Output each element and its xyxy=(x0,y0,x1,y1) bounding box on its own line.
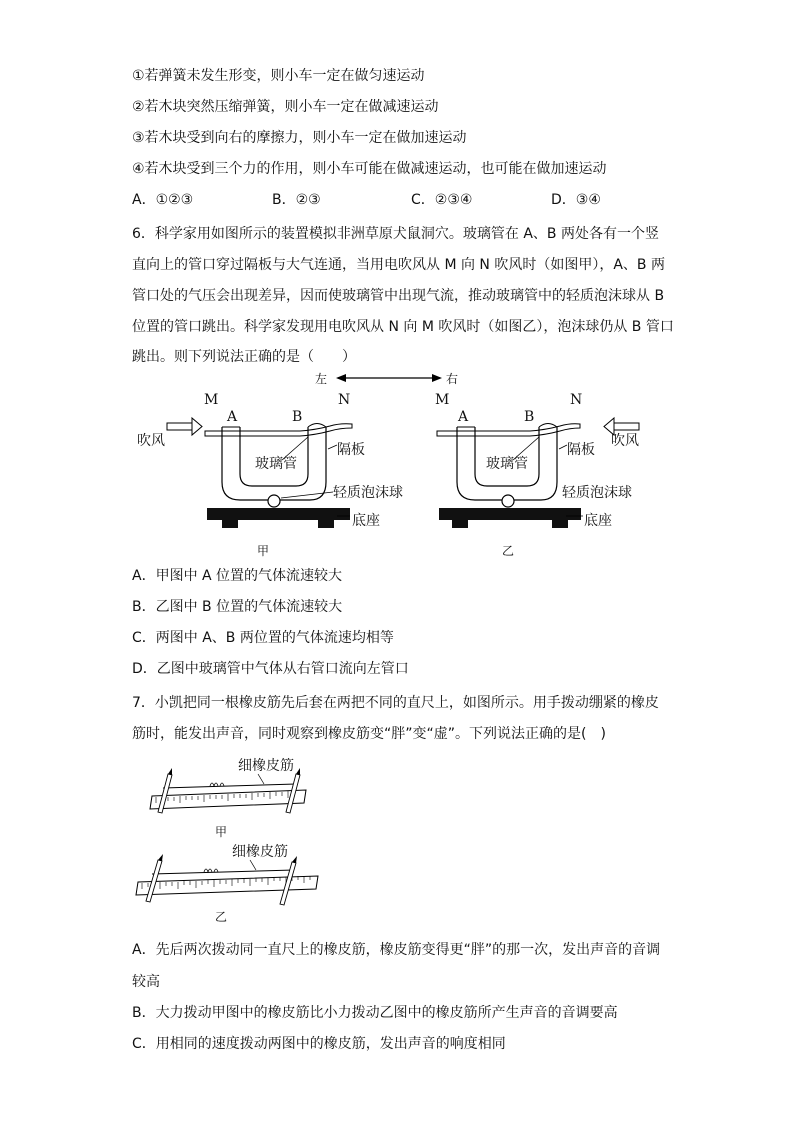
q7-option-a-line-2: 较高 xyxy=(132,974,160,990)
q6-option-a: A．甲图中 A 位置的气体流速较大 xyxy=(132,568,343,584)
label-band-yi: 细橡皮筋 xyxy=(232,844,288,860)
q5-statement-1: ①若弹簧未发生形变，则小车一定在做匀速运动 xyxy=(132,68,425,84)
label-blow-jia: 吹风 xyxy=(137,433,165,449)
q7-option-c: C．用相同的速度拨动两图中的橡皮筋，发出声音的响度相同 xyxy=(132,1036,506,1052)
label-a-yi: A xyxy=(458,409,469,425)
q5-option-c: C．②③④ xyxy=(411,192,473,208)
caption-jia: 甲 xyxy=(257,544,270,558)
pluck-mark-icon xyxy=(210,783,224,786)
label-tube-jia: 玻璃管 xyxy=(255,456,297,472)
label-tube-yi: 玻璃管 xyxy=(486,456,528,472)
label-left: 左 xyxy=(315,372,328,386)
label-n-yi: N xyxy=(570,392,583,408)
label-partition-yi: 隔板 xyxy=(567,442,595,458)
ruler-yi xyxy=(136,854,318,905)
pluck-mark-icon xyxy=(204,869,218,872)
q6-stem-line-5: 跳出。则下列说法正确的是（ ） xyxy=(132,349,356,365)
label-a-jia: A xyxy=(227,409,238,425)
q5-option-a: A．①②③ xyxy=(132,192,194,208)
label-base-jia: 底座 xyxy=(352,513,380,529)
rubber-band xyxy=(163,784,296,788)
label-m-yi: M xyxy=(435,392,450,408)
label-b-jia: B xyxy=(292,409,303,425)
caption-ruler-yi: 乙 xyxy=(215,910,228,924)
label-b-yi: B xyxy=(524,409,535,425)
q7-stem-line-1: 7．小凯把同一根橡皮筋先后套在两把不同的直尺上，如图所示。用手拨动绷紧的橡皮 xyxy=(132,695,659,711)
q5-statement-4: ④若木块受到三个力的作用，则小车可能在做减速运动，也可能在做加速运动 xyxy=(132,161,607,177)
label-n-jia: N xyxy=(338,392,351,408)
q5-option-b: B．②③ xyxy=(272,192,321,208)
label-blow-yi: 吹风 xyxy=(611,433,639,449)
q6-stem-line-2: 直向上的管口穿过隔板与大气连通，当用电吹风从 M 向 N 吹风时（如图甲），A、B 两 xyxy=(132,257,665,273)
label-band-jia: 细橡皮筋 xyxy=(238,758,294,774)
q7-option-a-line-1: A．先后两次拨动同一直尺上的橡皮筋，橡皮筋变得更“胖”的那一次，发出声音的音调 xyxy=(132,942,661,958)
q6-option-c: C．两图中 A、B 两位置的气体流速均相等 xyxy=(132,630,394,646)
q7-option-b: B．大力拨动甲图中的橡皮筋比小力拨动乙图中的橡皮筋所产生声音的音调要高 xyxy=(132,1005,618,1021)
rubber-band xyxy=(152,870,294,874)
q5-statement-3: ③若木块受到向右的摩擦力，则小车一定在做加速运动 xyxy=(132,130,467,146)
q6-stem-line-4: 位置的管口跳出。科学家发现用电吹风从 N 向 M 吹风时（如图乙），泡沫球仍从 B 管口 xyxy=(132,319,674,335)
label-ball-yi: 轻质泡沫球 xyxy=(562,485,632,501)
q5-statement-2: ②若木块突然压缩弹簧，则小车一定在做减速运动 xyxy=(132,99,439,115)
label-right: 右 xyxy=(446,372,459,386)
caption-ruler-jia: 甲 xyxy=(215,825,228,839)
label-partition-jia: 隔板 xyxy=(337,442,365,458)
q6-stem-line-1: 6．科学家用如图所示的装置模拟非洲草原犬鼠洞穴。玻璃管在 A、B 两处各有一个竖 xyxy=(132,226,659,242)
label-ball-jia: 轻质泡沫球 xyxy=(333,485,403,501)
q6-stem-line-3: 管口处的气压会出现差异，因而使玻璃管中出现气流，推动玻璃管中的轻质泡沫球从 B xyxy=(132,288,665,304)
label-m-jia: M xyxy=(204,392,219,408)
q5-option-d: D．③④ xyxy=(551,192,601,208)
label-base-yi: 底座 xyxy=(584,513,612,529)
q6-option-b: B．乙图中 B 位置的气体流速较大 xyxy=(132,599,343,615)
q6-option-d: D．乙图中玻璃管中气体从右管口流向左管口 xyxy=(132,661,409,677)
q7-stem-line-2: 筋时，能发出声音，同时观察到橡皮筋变“胖”变“虚”。下列说法正确的是( ) xyxy=(132,726,606,742)
caption-yi: 乙 xyxy=(502,544,515,558)
